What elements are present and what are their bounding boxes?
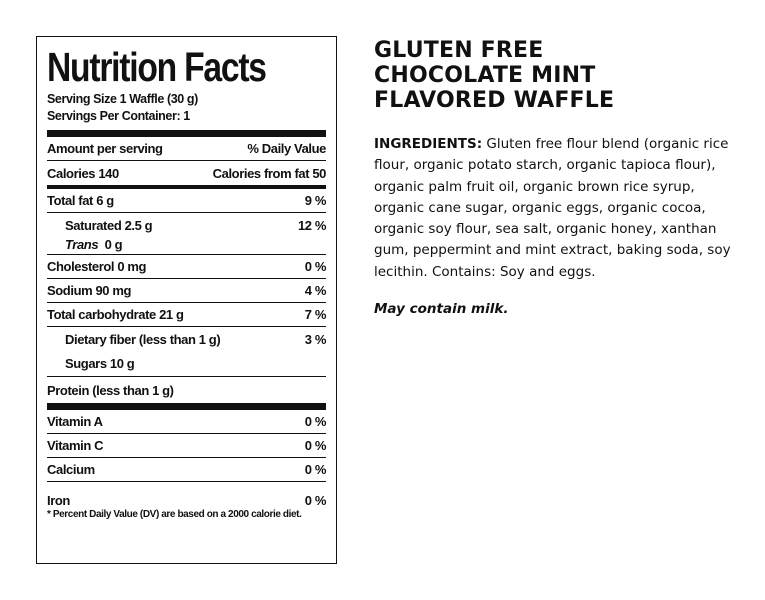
sugars-row [47,351,326,377]
vitamin-c-dv: 0 % [304,438,326,453]
fiber-row [47,327,326,351]
product-heading-line-1: GLUTEN FREE [374,38,544,63]
calcium-row [47,458,326,482]
calories-from-fat: Calories from fat 50 [212,165,326,181]
sugars: Sugars 10 g [65,356,135,371]
ingredients-label: INGREDIENTS: [374,136,483,152]
calories: Calories 140 [47,165,119,181]
product-info [374,38,734,317]
sodium-row [47,279,326,303]
amount-header: Amount per serving [47,141,163,156]
dietary-fiber-dv: 3 % [304,331,326,347]
amount-header-row [47,137,326,161]
total-fat: Total fat 6 g [47,193,114,208]
vitamin-a-row [47,410,326,434]
total-fat-row [47,189,326,213]
sodium: Sodium 90 mg [47,283,132,298]
calcium-dv: 0 % [304,462,326,477]
saturated-fat: Saturated 2.5 g [65,218,153,233]
iron-dv: 0 % [304,493,326,508]
cholesterol-dv: 0 % [304,259,326,274]
total-carbohydrate-dv: 7 % [304,307,326,322]
serving-size: Serving Size 1 Waffle (30 g) [47,92,198,106]
carbohydrate-row [47,303,326,327]
product-heading-line-2: CHOCOLATE MINT [374,63,596,88]
trans-fat [65,235,152,254]
servings-per-container: Servings Per Container: 1 [47,109,190,123]
vitamin-c-row [47,434,326,458]
ingredients-paragraph [374,134,734,283]
iron: Iron [47,493,70,508]
protein: Protein (less than 1 g) [47,382,174,398]
product-heading-line-3: FLAVORED WAFFLE [374,88,615,113]
cholesterol-row [47,255,326,279]
thick-divider-2 [47,403,326,410]
trans-label: Trans [65,237,99,252]
calcium: Calcium [47,462,95,477]
dv-header: % Daily Value [247,141,326,156]
total-fat-dv: 9 % [304,193,326,208]
vitamin-a-dv: 0 % [304,414,326,429]
sodium-dv: 4 % [304,283,326,298]
dv-footnote: * Percent Daily Value (DV) are based on a 2000 calorie diet. [47,509,302,520]
trans-value: 0 g [104,237,123,252]
vitamin-a: Vitamin A [47,414,103,429]
nutrition-title: Nutrition Facts [47,44,266,90]
nutrition-facts-panel [36,36,337,564]
total-carbohydrate: Total carbohydrate 21 g [47,307,184,322]
vitamin-c: Vitamin C [47,438,104,453]
cholesterol: Cholesterol 0 mg [47,259,147,274]
ingredients-text: Gluten free flour blend (organic rice flour, organic potato starch, organic tapioca flour), organic palm fruit oil, organic brown rice syrup, organic cane sugar, organic eggs, organic cocoa, organic soy flour, sea salt, organic honey, xanthan gum, peppermint and mint extract, baking soda, soy lecithin. Contains: Soy and eggs. [374,136,731,280]
thick-divider [47,130,326,137]
calories-row [47,161,326,185]
saturated-fat-dv: 12 % [297,218,326,233]
allergen-warning: May contain milk. [374,301,509,318]
iron-row [47,482,326,508]
saturated-trans-row [47,213,326,255]
dietary-fiber: Dietary fiber (less than 1 g) [65,331,221,347]
protein-row [47,377,326,403]
